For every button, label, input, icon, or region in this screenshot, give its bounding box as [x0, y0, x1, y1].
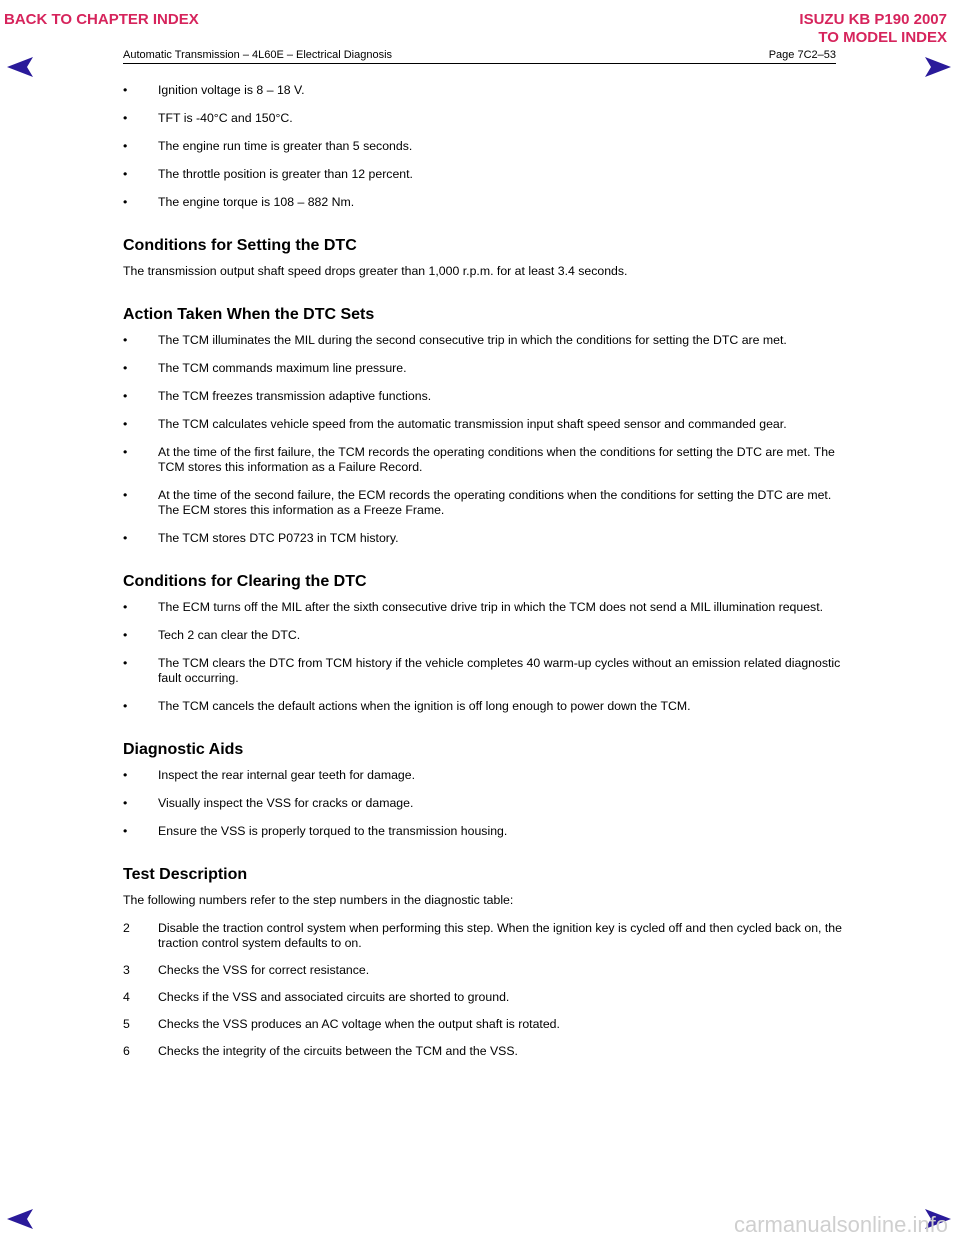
bullet-icon: •: [123, 768, 128, 782]
setting-text: The transmission output shaft speed drops greater than 1,000 r.p.m. for at least 3.4 seconds.: [123, 264, 628, 278]
bullet-icon: •: [123, 445, 128, 459]
list-item: • The ECM turns off the MIL after the sixth consecutive drive trip in which the TCM does not send a MIL illumination request.: [123, 600, 824, 614]
list-item: • Inspect the rear internal gear teeth for damage.: [123, 768, 416, 782]
list-item: • Tech 2 can clear the DTC.: [123, 628, 301, 642]
list-item: • The engine torque is 108 – 882 Nm.: [123, 195, 355, 209]
step-number: 5: [123, 1017, 130, 1031]
action-bullet-list: [123, 333, 843, 546]
list-item: • At the time of the first failure, the TCM records the operating conditions when the conditions for setting the DTC are met. The TCM stores this information as a Failure Record.: [123, 445, 835, 474]
test-step: [123, 921, 843, 951]
bullet-icon: •: [123, 796, 128, 810]
model-title-link[interactable]: ISUZU KB P190 2007: [799, 11, 947, 28]
list-item: • The TCM illuminates the MIL during the second consecutive trip in which the conditions for setting the DTC are met.: [123, 333, 787, 347]
step-text: Checks if the VSS and associated circuits are shorted to ground.: [158, 990, 510, 1004]
bullet-icon: •: [123, 628, 128, 642]
next-page-arrow-icon[interactable]: [924, 56, 952, 78]
header-page-number: Page 7C2–53: [768, 49, 836, 61]
action-heading: Action Taken When the DTC Sets: [123, 306, 375, 323]
test-step: [123, 1044, 843, 1059]
clearing-bullet-list: [123, 600, 843, 714]
test-step: [123, 1017, 843, 1032]
step-number: 2: [123, 921, 130, 935]
bullet-icon: •: [123, 488, 128, 502]
bullet-icon: •: [123, 824, 128, 838]
list-item: • The TCM stores DTC P0723 in TCM history.: [123, 531, 399, 545]
test-heading: Test Description: [123, 866, 248, 883]
test-step: [123, 990, 843, 1005]
list-item: • Ensure the VSS is properly torqued to the transmission housing.: [123, 824, 508, 838]
intro-bullet-list: [123, 83, 843, 210]
step-text: Disable the traction control system when performing this step. When the ignition key is cycled off and then cycled back on, the traction control system defaults to on.: [158, 921, 842, 950]
bullet-icon: •: [123, 600, 128, 614]
step-text: Checks the VSS produces an AC voltage when the output shaft is rotated.: [158, 1017, 560, 1031]
step-text: Checks the VSS for correct resistance.: [158, 963, 370, 977]
list-item: • The TCM freezes transmission adaptive functions.: [123, 389, 432, 403]
list-item: • The TCM commands maximum line pressure.: [123, 361, 407, 375]
aids-bullet-list: [123, 768, 843, 839]
bullet-icon: •: [123, 167, 128, 181]
bullet-icon: •: [123, 656, 128, 670]
test-intro: The following numbers refer to the step numbers in the diagnostic table:: [123, 893, 514, 907]
list-item: • Ignition voltage is 8 – 18 V.: [123, 83, 305, 97]
setting-heading: Conditions for Setting the DTC: [123, 237, 357, 254]
list-item: • The TCM cancels the default actions when the ignition is off long enough to power down the TCM.: [123, 699, 691, 713]
previous-page-arrow-bottom-icon[interactable]: [6, 1208, 34, 1230]
list-item: • The TCM calculates vehicle speed from the automatic transmission input shaft speed sensor and commanded gear.: [123, 417, 787, 431]
watermark: carmanualsonline.info: [733, 1212, 948, 1237]
step-number: 4: [123, 990, 130, 1004]
bullet-icon: •: [123, 83, 128, 97]
list-item: • The engine run time is greater than 5 seconds.: [123, 139, 413, 153]
bullet-icon: •: [123, 195, 128, 209]
bullet-icon: •: [123, 389, 128, 403]
step-number: 6: [123, 1044, 130, 1058]
list-item: • TFT is -40°C and 150°C.: [123, 111, 293, 125]
to-model-index-link[interactable]: TO MODEL INDEX: [818, 29, 947, 46]
list-item: • At the time of the second failure, the ECM records the operating conditions when the conditions for setting the DTC are met. The ECM stores this information as a Freeze Frame.: [123, 488, 832, 517]
bullet-icon: •: [123, 699, 128, 713]
back-to-chapter-index-link[interactable]: BACK TO CHAPTER INDEX: [4, 11, 199, 28]
test-step-list: [123, 921, 843, 1059]
bullet-icon: •: [123, 333, 128, 347]
bullet-icon: •: [123, 139, 128, 153]
bullet-icon: •: [123, 531, 128, 545]
header-section-title: Automatic Transmission – 4L60E – Electrical Diagnosis: [123, 49, 393, 61]
previous-page-arrow-icon[interactable]: [6, 56, 34, 78]
list-item: • Visually inspect the VSS for cracks or damage.: [123, 796, 414, 810]
page-content: [123, 83, 843, 1071]
test-step: [123, 963, 843, 978]
step-number: 3: [123, 963, 130, 977]
bullet-icon: •: [123, 361, 128, 375]
running-header: [123, 48, 836, 64]
bullet-icon: •: [123, 111, 128, 125]
clearing-heading: Conditions for Clearing the DTC: [123, 573, 367, 590]
bullet-icon: •: [123, 417, 128, 431]
list-item: • The throttle position is greater than 12 percent.: [123, 167, 413, 181]
list-item: • The TCM clears the DTC from TCM history if the vehicle completes 40 warm-up cycles without an emission related diagnostic fault occurring.: [123, 656, 841, 685]
step-text: Checks the integrity of the circuits between the TCM and the VSS.: [158, 1044, 518, 1058]
aids-heading: Diagnostic Aids: [123, 741, 244, 758]
